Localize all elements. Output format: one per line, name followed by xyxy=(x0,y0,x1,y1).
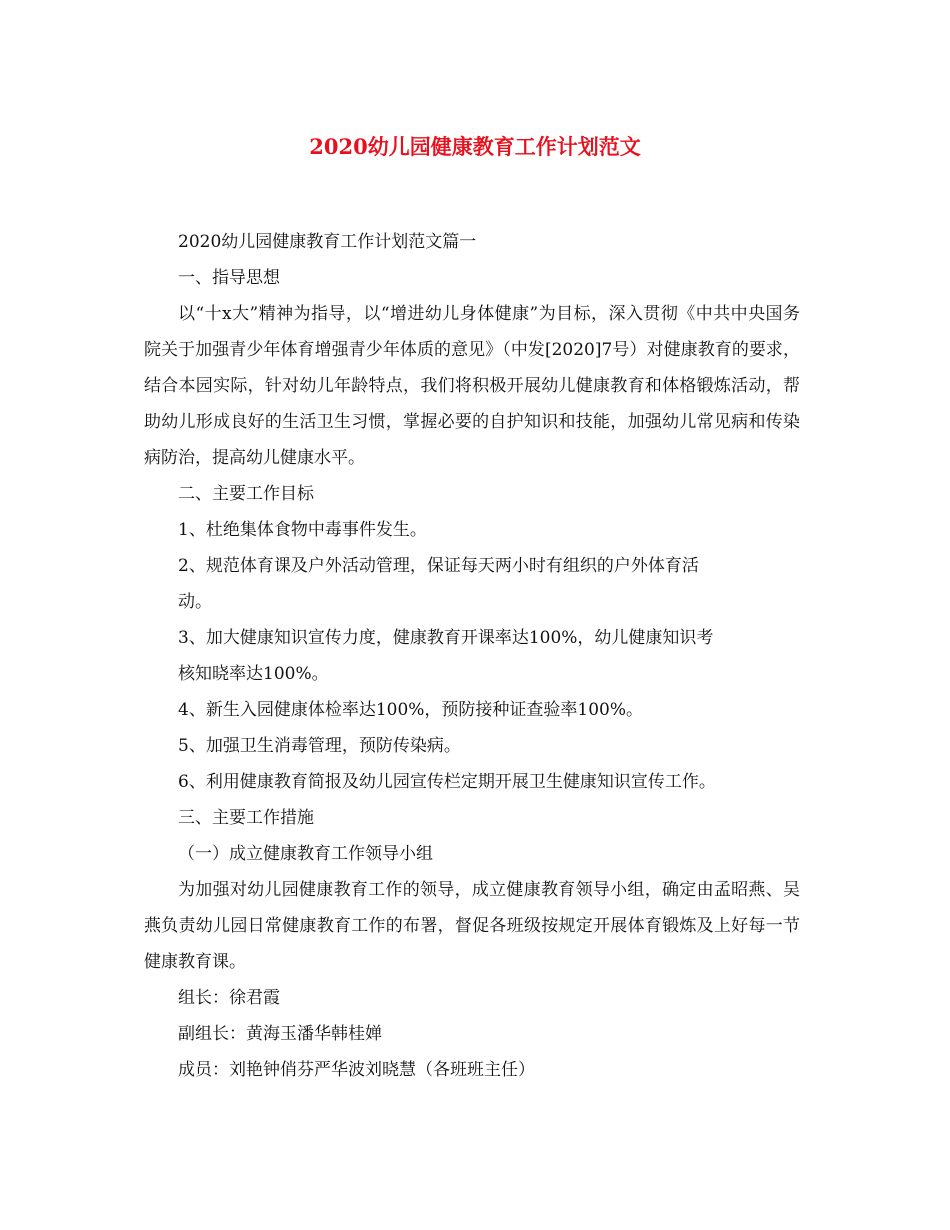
goal-item-2-continued: 动。 xyxy=(178,592,212,612)
subsection-heading-leadership-group: （一）成立健康教育工作领导小组 xyxy=(178,844,433,864)
section-heading-main-measures: 三、主要工作措施 xyxy=(178,808,314,828)
group-leader: 组长：徐君霞 xyxy=(178,988,280,1008)
paragraph-leadership-group: 为加强对幼儿园健康教育工作的领导，成立健康教育领导小组，确定由孟昭燕、吴燕负责幼儿园日常健康教育工作的布署，督促各班级按规定开展体育锻炼及上好每一节健康教育课。 xyxy=(144,880,800,972)
paragraph-guiding-ideology: 以“十x大”精神为指导，以“增进幼儿身体健康”为目标，深入贯彻《中共中央国务院关于加强青少年体育增强青少年体质的意见》（中发[2020]7号）对健康教育的要求，结合本园实际，针对幼儿年龄特点，我们将积极开展幼儿健康教育和体格锻炼活动，帮助幼儿形成良好的生活卫生习惯，掌握必要的自护知识和技能，加强幼儿常见病和传染病防治，提高幼儿健康水平。 xyxy=(144,304,800,468)
goal-item-3-continued: 核知晓率达100%。 xyxy=(178,664,329,684)
goal-item-5: 5、加强卫生消毒管理，预防传染病。 xyxy=(178,736,461,756)
goal-item-3: 3、加大健康知识宣传力度，健康教育开课率达100%，幼儿健康知识考 xyxy=(178,628,714,648)
goal-item-2: 2、规范体育课及户外活动管理，保证每天两小时有组织的户外体育活 xyxy=(178,556,699,576)
section-heading-main-goals: 二、主要工作目标 xyxy=(178,484,314,504)
document-title: 2020幼儿园健康教育工作计划范文 xyxy=(309,134,641,159)
group-members: 成员：刘艳钟俏芬严华波刘晓慧（各班班主任） xyxy=(178,1060,535,1080)
goal-item-4: 4、新生入园健康体检率达100%，预防接种证查验率100%。 xyxy=(178,700,644,720)
group-deputy-leaders: 副组长：黄海玉潘华韩桂婵 xyxy=(178,1024,382,1044)
subtitle: 2020幼儿园健康教育工作计划范文篇一 xyxy=(178,232,477,252)
goal-item-6: 6、利用健康教育简报及幼儿园宣传栏定期开展卫生健康知识宣传工作。 xyxy=(178,772,716,792)
section-heading-guiding-ideology: 一、指导思想 xyxy=(178,268,280,288)
document-body xyxy=(144,224,800,1088)
goal-item-1: 1、杜绝集体食物中毒事件发生。 xyxy=(178,520,427,540)
